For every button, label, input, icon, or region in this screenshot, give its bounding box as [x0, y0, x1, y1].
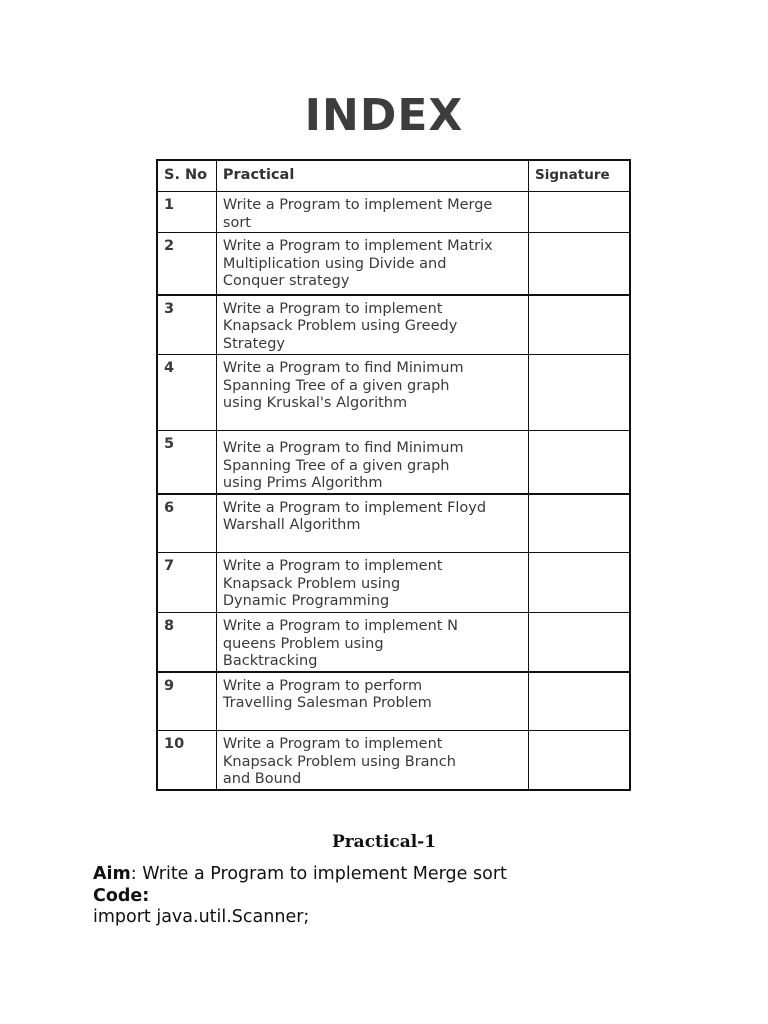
aim-text: : Write a Program to implement Merge sort	[130, 864, 507, 884]
header-sno: S. No	[157, 160, 216, 192]
row-signature	[529, 192, 630, 233]
row-signature	[529, 672, 630, 731]
row-practical: Write a Program to implement N queens Problem using Backtracking	[216, 613, 528, 672]
row-sno: 4	[157, 355, 216, 431]
row-practical: Write a Program to find Minimum Spanning Tree of a given graph using Prims Algorithm	[216, 431, 528, 494]
aim-line	[93, 864, 507, 884]
row-practical: Write a Program to find Minimum Spanning Tree of a given graph using Kruskal's Algorithm	[216, 355, 528, 431]
table-row	[157, 431, 630, 494]
row-sno: 1	[157, 192, 216, 233]
row-practical: Write a Program to implement Knapsack Problem using Branch and Bound	[216, 731, 528, 790]
header-practical: Practical	[216, 160, 528, 192]
row-sno: 5	[157, 431, 216, 494]
row-practical: Write a Program to implement Knapsack Problem using Dynamic Programming	[216, 553, 528, 613]
row-signature	[529, 355, 630, 431]
aim-label: Aim	[93, 864, 131, 884]
row-signature	[529, 613, 630, 672]
page-title: INDEX	[304, 90, 464, 141]
table-row	[157, 672, 630, 731]
row-sno: 2	[157, 233, 216, 295]
row-signature	[529, 431, 630, 494]
practical-heading: Practical-1	[331, 832, 437, 852]
row-practical: Write a Program to implement Knapsack Problem using Greedy Strategy	[216, 295, 528, 355]
row-sno: 9	[157, 672, 216, 731]
header-signature: Signature	[529, 160, 630, 192]
row-sno: 10	[157, 731, 216, 790]
code-line: import java.util.Scanner;	[93, 907, 310, 927]
row-practical: Write a Program to implement Merge sort	[216, 192, 528, 233]
row-sno: 6	[157, 494, 216, 553]
table-row	[157, 355, 630, 431]
row-signature	[529, 295, 630, 355]
code-label: Code:	[93, 886, 150, 906]
table-row	[157, 295, 630, 355]
table-header-row	[157, 160, 630, 192]
row-sno: 7	[157, 553, 216, 613]
table-row	[157, 494, 630, 553]
row-sno: 8	[157, 613, 216, 672]
row-signature	[529, 731, 630, 790]
row-sno: 3	[157, 295, 216, 355]
row-signature	[529, 494, 630, 553]
table-row	[157, 192, 630, 233]
row-signature	[529, 553, 630, 613]
index-table	[156, 159, 631, 791]
row-practical: Write a Program to implement Matrix Multiplication using Divide and Conquer strategy	[216, 233, 528, 295]
row-signature	[529, 233, 630, 295]
table-row	[157, 613, 630, 672]
row-practical: Write a Program to implement Floyd Warshall Algorithm	[216, 494, 528, 553]
row-practical: Write a Program to perform Travelling Salesman Problem	[216, 672, 528, 731]
table-row	[157, 233, 630, 295]
table-row	[157, 731, 630, 790]
table-row	[157, 553, 630, 613]
